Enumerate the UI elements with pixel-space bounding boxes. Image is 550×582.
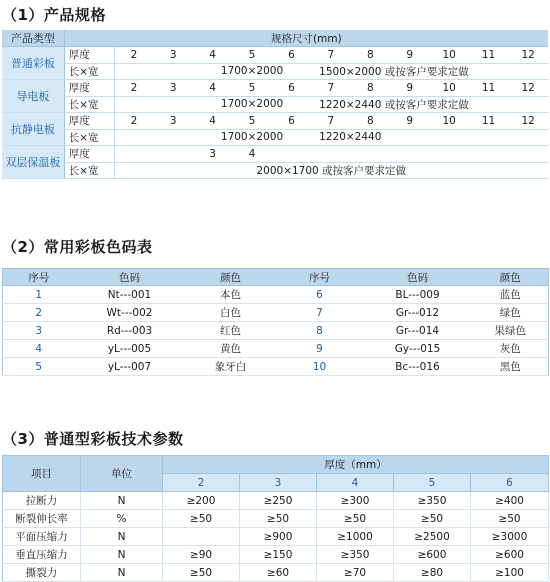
param-value: ≥80 — [394, 564, 471, 582]
param-value: ≥900 — [240, 528, 317, 546]
thickness-value: 7 — [311, 47, 350, 64]
thickness-col: 4 — [317, 474, 394, 492]
param-value: ≥50 — [471, 510, 549, 528]
param-value: ≥50 — [163, 564, 240, 582]
cell-code: Gy---015 — [363, 340, 473, 358]
param-value: ≥250 — [240, 492, 317, 510]
thickness-value: 8 — [351, 47, 390, 64]
size-value: 1500×2000 或按客户要求定做 — [311, 63, 548, 80]
size-value: 1700×2000 — [193, 129, 311, 146]
param-value: ≥300 — [317, 492, 394, 510]
spec-row-thickness — [2, 146, 548, 163]
param-value: ≥2500 — [394, 528, 471, 546]
cell-index: 10 — [277, 358, 363, 376]
lw-label: 长×宽 — [64, 162, 114, 179]
thickness-value: 3 — [153, 47, 192, 64]
thickness-value: 8 — [351, 80, 390, 97]
param-unit: N — [81, 528, 163, 546]
param-value: ≥150 — [240, 546, 317, 564]
cell-color: 本色 — [185, 286, 277, 304]
table-row — [3, 340, 549, 358]
thickness-value: 7 — [311, 113, 350, 130]
cell-color: 果绿色 — [473, 322, 549, 340]
cell-index: 5 — [3, 358, 75, 376]
product-name: 双层保温板 — [2, 146, 64, 179]
param-unit: N — [81, 546, 163, 564]
cell-index: 2 — [3, 304, 75, 322]
spec-row-size — [2, 162, 548, 179]
col-header: 序号 — [277, 269, 363, 286]
cell-code: Wt---002 — [75, 304, 185, 322]
param-value: ≥350 — [317, 546, 394, 564]
param-value: ≥50 — [163, 510, 240, 528]
cell-index: 6 — [277, 286, 363, 304]
spec-row-size — [2, 129, 548, 146]
size-value: 1220×2440 或按客户要求定做 — [311, 96, 548, 113]
thickness-value: 2 — [114, 113, 153, 130]
cell-index: 1 — [3, 286, 75, 304]
cell-code: Bc---016 — [363, 358, 473, 376]
thickness-value: 9 — [390, 80, 429, 97]
param-value: ≥50 — [240, 510, 317, 528]
size-value: 2000×1700 或按客户要求定做 — [114, 162, 548, 179]
size-value: 1700×2000 — [193, 63, 311, 80]
lw-label: 长×宽 — [64, 129, 114, 146]
thickness-label: 厚度 — [64, 47, 114, 64]
color-code-table — [2, 268, 549, 376]
param-name: 撕裂力 — [3, 564, 81, 582]
thickness-value: 2 — [114, 80, 153, 97]
lw-label: 长×宽 — [64, 63, 114, 80]
lw-label: 长×宽 — [64, 96, 114, 113]
param-value: ≥350 — [394, 492, 471, 510]
thickness-value: 5 — [232, 113, 271, 130]
product-name: 抗静电板 — [2, 113, 64, 146]
param-value: ≥50 — [394, 510, 471, 528]
spec-row-thickness — [2, 80, 548, 97]
spec-row-thickness — [2, 47, 548, 64]
head-item: 项目 — [3, 456, 81, 492]
thickness-value: 4 — [193, 47, 232, 64]
head-unit: 单位 — [81, 456, 163, 492]
cell-color: 绿色 — [473, 304, 549, 322]
head-thickness: 厚度（mm） — [163, 456, 549, 474]
param-value: ≥60 — [240, 564, 317, 582]
param-name: 拉断力 — [3, 492, 81, 510]
product-name: 普通彩板 — [2, 47, 64, 80]
thickness-value: 5 — [232, 80, 271, 97]
param-value: ≥70 — [317, 564, 394, 582]
thickness-value: 10 — [429, 80, 468, 97]
head-product-type: 产品类型 — [2, 30, 64, 47]
thickness-value: 11 — [469, 47, 508, 64]
cell-index: 9 — [277, 340, 363, 358]
thickness-value: 10 — [429, 47, 468, 64]
table-row — [3, 510, 549, 528]
cell-color: 红色 — [185, 322, 277, 340]
thickness-value: 3 — [153, 113, 192, 130]
cell-index: 3 — [3, 322, 75, 340]
thickness-value: 6 — [272, 47, 311, 64]
table-row — [3, 564, 549, 582]
size-value: 1220×2440 — [311, 129, 548, 146]
param-value: ≥600 — [394, 546, 471, 564]
param-unit: N — [81, 564, 163, 582]
cell-color: 灰色 — [473, 340, 549, 358]
param-name: 断裂伸长率 — [3, 510, 81, 528]
size-value: 1700×2000 — [193, 96, 311, 113]
cell-code: yL---007 — [75, 358, 185, 376]
param-value: ≥100 — [471, 564, 549, 582]
col-header: 颜色 — [185, 269, 277, 286]
thickness-col: 6 — [471, 474, 549, 492]
spec-row-size — [2, 63, 548, 80]
cell-code: yL---005 — [75, 340, 185, 358]
cell-color: 黑色 — [473, 358, 549, 376]
thickness-value: 7 — [311, 80, 350, 97]
cell-color: 白色 — [185, 304, 277, 322]
spec-table-header — [2, 30, 548, 47]
thickness-value: 12 — [508, 47, 548, 64]
head-spec-size: 规格尺寸(mm) — [64, 30, 548, 47]
thickness-value: 6 — [272, 113, 311, 130]
thickness-value: 9 — [390, 113, 429, 130]
product-spec-table — [2, 30, 548, 179]
param-value: ≥90 — [163, 546, 240, 564]
param-value — [163, 528, 240, 546]
thickness-value: 4 — [193, 80, 232, 97]
thickness-value: 12 — [508, 113, 548, 130]
col-header: 序号 — [3, 269, 75, 286]
cell-index: 8 — [277, 322, 363, 340]
param-value: ≥1000 — [317, 528, 394, 546]
cell-code: Gr---012 — [363, 304, 473, 322]
thickness-col: 2 — [163, 474, 240, 492]
thickness-col: 5 — [394, 474, 471, 492]
thickness-value: 5 — [232, 47, 271, 64]
section-title-color-codes: （2）常用彩板色码表 — [2, 238, 153, 256]
section-title-specs: （1）产品规格 — [2, 6, 106, 24]
cell-code: Gr---014 — [363, 322, 473, 340]
section-title-tech-params: （3）普通型彩板技术参数 — [2, 430, 184, 448]
color-table-header — [3, 269, 549, 286]
cell-code: Nt---001 — [75, 286, 185, 304]
thickness-value: 2 — [114, 47, 153, 64]
param-value: ≥200 — [163, 492, 240, 510]
param-unit: % — [81, 510, 163, 528]
thickness-value: 4 — [232, 146, 271, 163]
table-row — [3, 304, 549, 322]
table-row — [3, 492, 549, 510]
cell-code: BL---009 — [363, 286, 473, 304]
col-header: 色码 — [75, 269, 185, 286]
table-row — [3, 528, 549, 546]
param-unit: N — [81, 492, 163, 510]
cell-color: 象牙白 — [185, 358, 277, 376]
param-value: ≥400 — [471, 492, 549, 510]
param-value: ≥3000 — [471, 528, 549, 546]
thickness-value: 12 — [508, 80, 548, 97]
thickness-value: 4 — [193, 113, 232, 130]
table-row — [3, 546, 549, 564]
param-value: ≥50 — [317, 510, 394, 528]
col-header: 颜色 — [473, 269, 549, 286]
spec-row-size — [2, 96, 548, 113]
thickness-label: 厚度 — [64, 146, 114, 163]
tech-params-table — [2, 455, 549, 582]
thickness-value: 3 — [193, 146, 232, 163]
table-row — [3, 286, 549, 304]
table-row — [3, 358, 549, 376]
thickness-label: 厚度 — [64, 113, 114, 130]
param-name: 平面压缩力 — [3, 528, 81, 546]
cell-code: Rd---003 — [75, 322, 185, 340]
spec-row-thickness — [2, 113, 548, 130]
thickness-value: 11 — [469, 113, 508, 130]
thickness-col: 3 — [240, 474, 317, 492]
thickness-value: 9 — [390, 47, 429, 64]
param-value: ≥600 — [471, 546, 549, 564]
table-row — [3, 322, 549, 340]
thickness-label: 厚度 — [64, 80, 114, 97]
thickness-value: 10 — [429, 113, 468, 130]
col-header: 色码 — [363, 269, 473, 286]
param-name: 垂直压缩力 — [3, 546, 81, 564]
thickness-value: 3 — [153, 80, 192, 97]
thickness-value: 11 — [469, 80, 508, 97]
product-name: 导电板 — [2, 80, 64, 113]
cell-index: 4 — [3, 340, 75, 358]
cell-index: 7 — [277, 304, 363, 322]
cell-color: 蓝色 — [473, 286, 549, 304]
thickness-value: 6 — [272, 80, 311, 97]
cell-color: 黄色 — [185, 340, 277, 358]
thickness-value: 8 — [351, 113, 390, 130]
